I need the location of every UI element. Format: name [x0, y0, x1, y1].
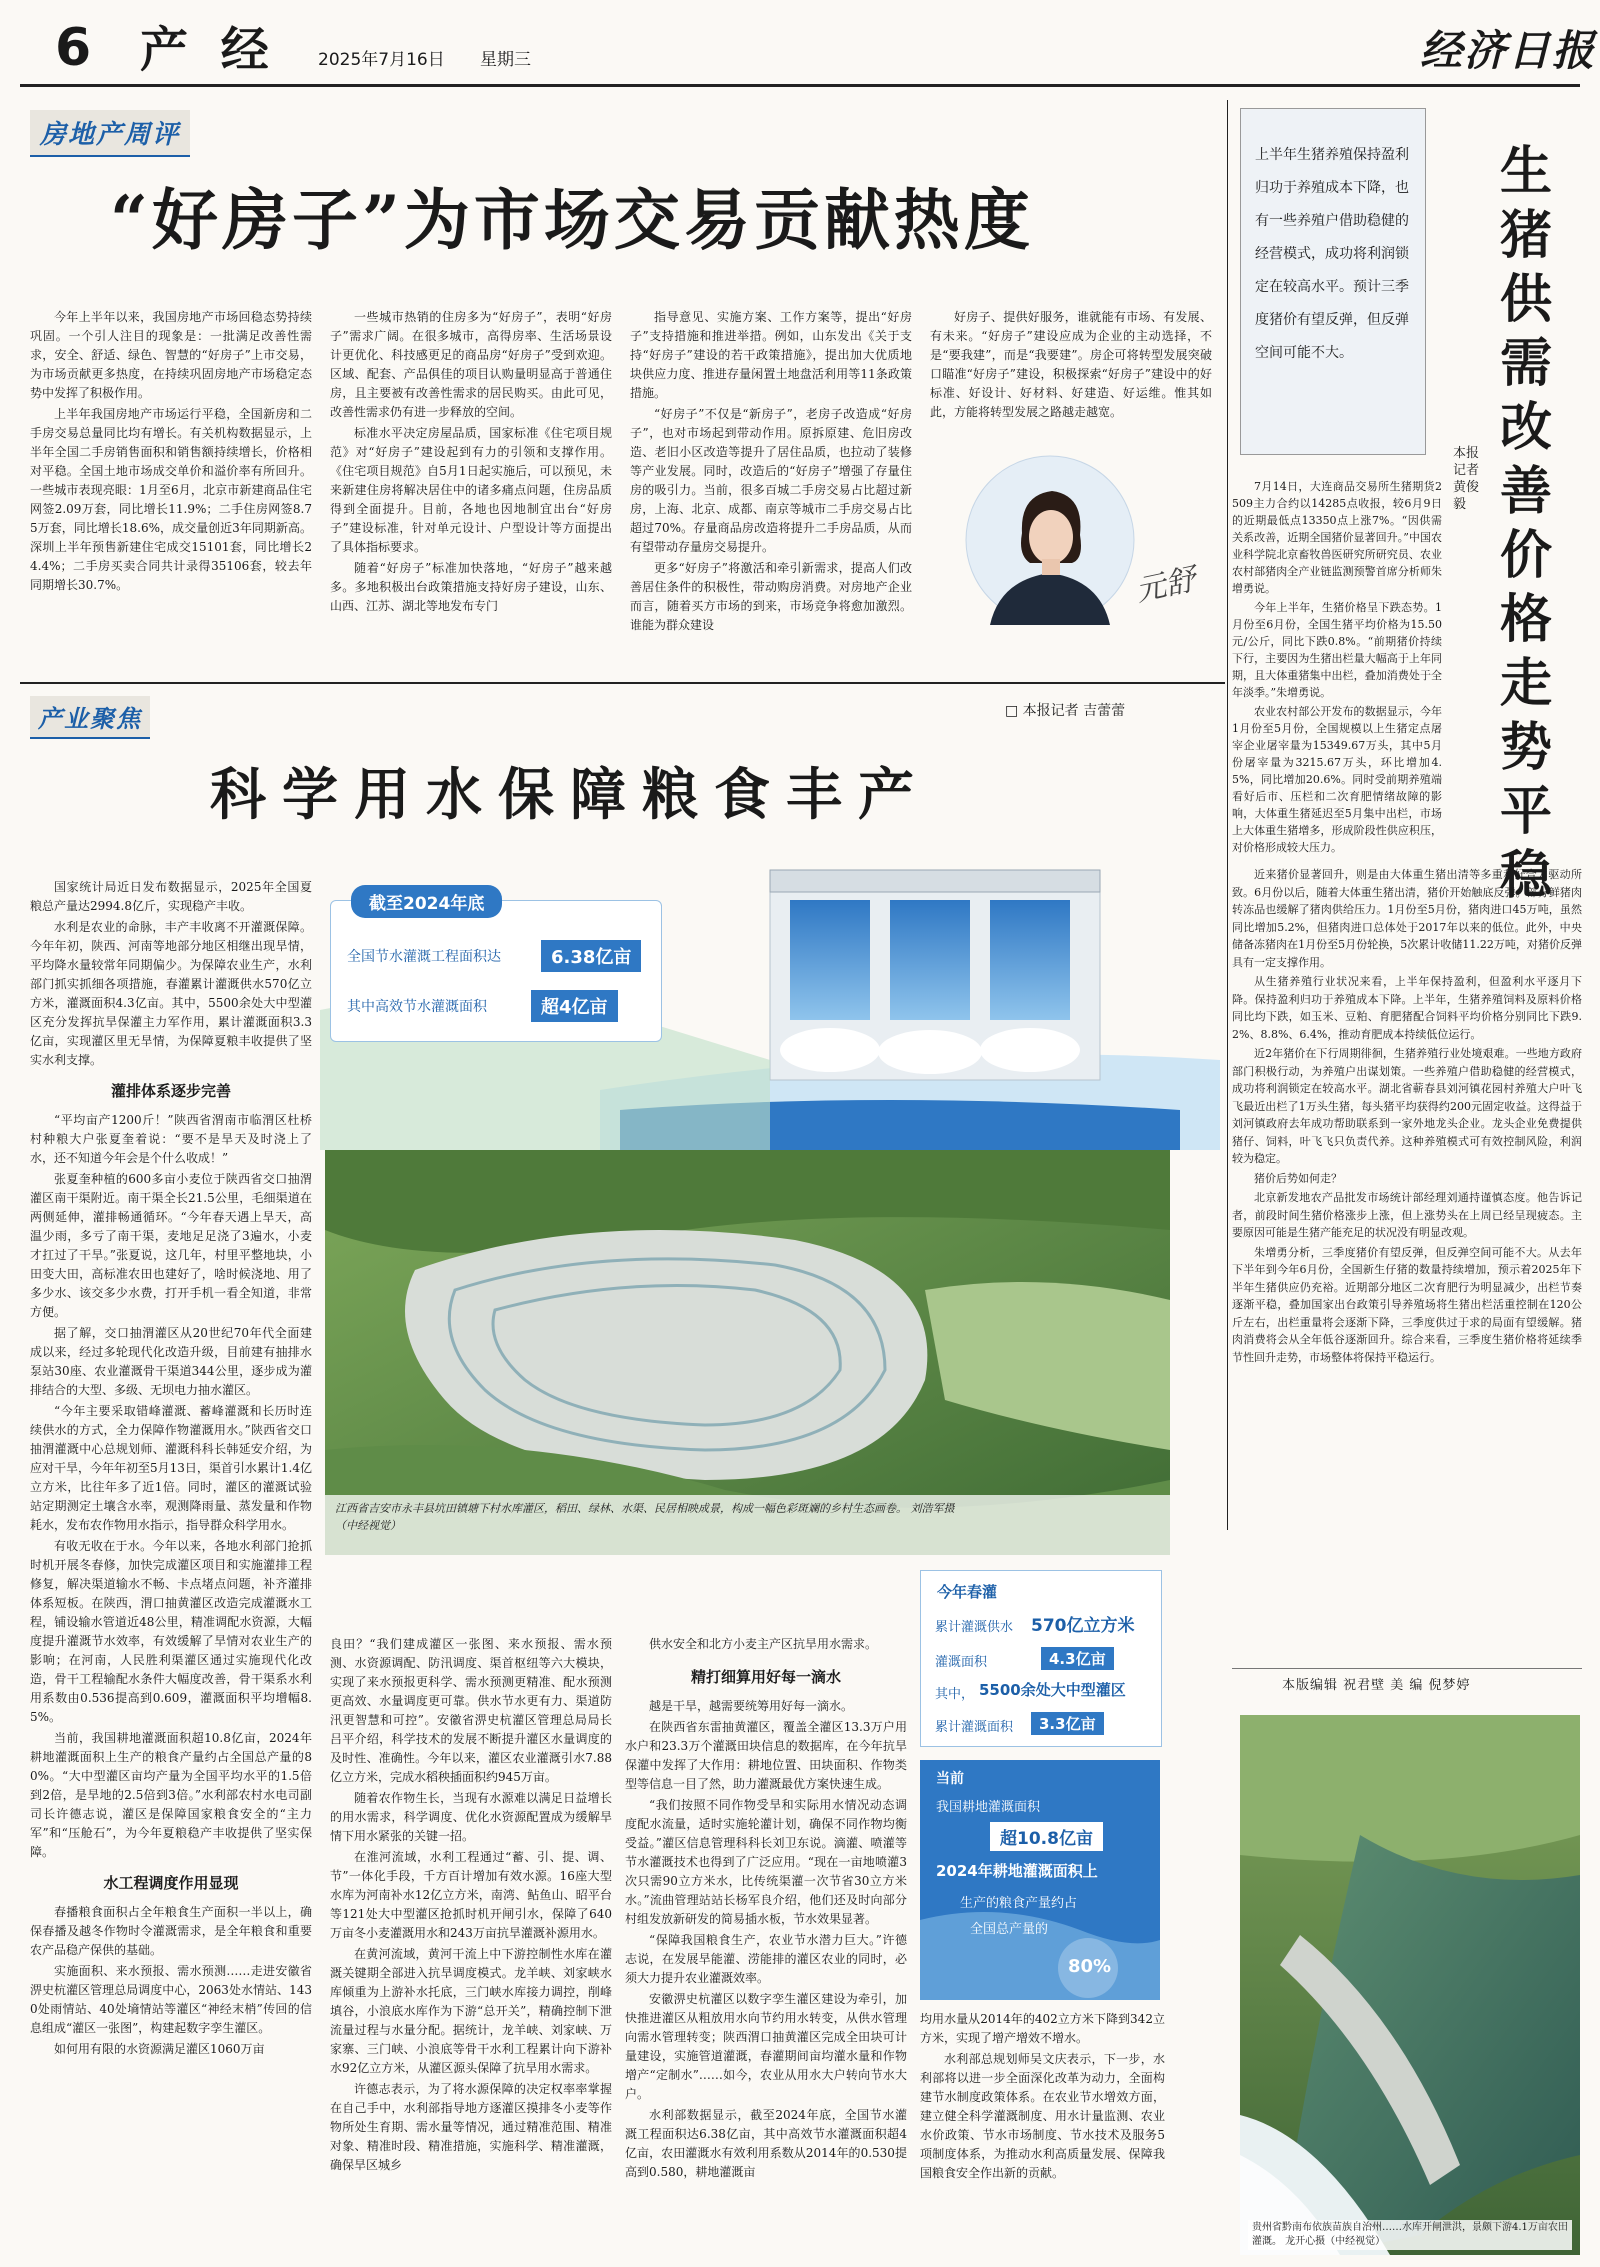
terrace-caption: 江西省吉安市永丰县坑田镇塘下村水库灌区，稻田、绿林、水渠、民居相映成景，构成一幅色彩斑斓的乡村生态画卷。 刘浩军摄（中经视觉）	[335, 1502, 955, 1532]
infographic-top	[320, 860, 1220, 1150]
paragraph: 近2年猪价在下行周期徘徊，生猪养殖行业处境艰难。一些地方政府部门积极行动，为养殖户出谋划策。一些养殖户借助稳健的经营模式，成功将利润锁定在较高水平。湖北省蕲春县刘河镇花园村养殖大户叶飞飞最近出栏了1万头生猪，每头猪平均获得约200元固定收益。这得益于刘河镇政府去年成功帮助联系到一家外地龙头企业。龙头企业免费提供猪仔、饲料，叶飞飞只负责代养。这种养殖模式可有效控制风险，利润较为稳定。	[1232, 1047, 1582, 1165]
reservoir-caption: 贵州省黔南布依族苗族自治州……水库开闸泄洪，景颇下游4.1万亩农田灌溉。 龙开心摄（中经视觉）	[1252, 2222, 1568, 2247]
paragraph: 北京新发地农产品批发市场统计部经理刘通持谨慎态度。他告诉记者，前段时间生猪价格涨步上涨，但上涨势头在上周已经呈现疲态。主要原因可能是生猪产能充足的状况没有明显改观。	[1232, 1191, 1582, 1239]
paragraph: 一些城市热销的住房多为“好房子”，表明“好房子”需求广阔。在很多城市，高得房率、生活场景设计更优化、科技感更足的商品房“好房子”受到欢迎。区域、配套、产品俱佳的项目认购量明显高于普通住房，且主要被有改善性需求的居民购买。由此可见，改善性需求仍有进一步释放的空间。	[330, 310, 612, 419]
industry-byline: □ 本报记者 吉蕾蕾	[1005, 703, 1126, 719]
stat-value: 超4亿亩	[531, 990, 618, 1022]
stat-box-2024	[330, 894, 662, 1042]
stat-label: 其中高效节水灌溉面积	[347, 999, 487, 1015]
current-line: 全国总产量的	[970, 1922, 1049, 1937]
current-percent: 80%	[1068, 1956, 1112, 1977]
current-line: 我国耕地灌溉面积	[936, 1800, 1041, 1815]
stat-value: 5500余处大中型灌区	[979, 1681, 1126, 1699]
paragraph: 在黄河流域，黄河干流上中下游控制性水库在灌溉关键期全部进入抗旱调度模式。龙羊峡、刘家峡水库倾重为上游补水托底，三门峡水库接力调控，削峰填谷，小浪底水库作为下游“总开关”，精确控制下泄流量过程与水量分配。据统计，龙羊峡、刘家峡、万家寨、三门峡、小浪底等骨干水利工程累计向下游补水92亿立方米，从灌区源头保障了抗旱用水需求。	[330, 1947, 612, 2075]
paragraph: 国家统计局近日发布数据显示，2025年全国夏粮总产量达2994.8亿斤，实现稳产丰收。	[30, 880, 312, 913]
realestate-col-4	[930, 308, 1212, 428]
paragraph: 近来猪价显著回升，则是由大体重生猪出清等多重利好合力驱动所致。6月份以后，随着大体重生猪出清，猪价开始触底反弹。部分鲜猪肉转冻品也缓解了猪肉供给压力。1月份至5月份，猪肉进口45万吨，虽然同比增加5.2%，但猪肉进口总体处于2017年以来的低位。此外，中央储备冻猪肉在1月份至5月份轮换，5次累计收储11.22万吨，对猪价反弹具有一定支撑作用。	[1232, 868, 1582, 969]
paragraph: 指导意见、实施方案、工作方案等，提出“好房子”支持措施和推进举措。例如，山东发出《关于支持“好房子”建设的若干政策措施》，提出加大优质地块供应力度、推进存量闲置土地盘活利用等11条政策措施。	[630, 310, 912, 400]
stat-label: 灌溉面积	[935, 1655, 988, 1670]
column-tag-text: 房地产周评	[40, 120, 181, 150]
stat-value: 4.3亿亩	[1041, 1647, 1114, 1670]
spring-irrigation-panel	[920, 1570, 1162, 1747]
spring-title: 今年春灌	[937, 1583, 998, 1601]
paragraph: 随着“好房子”标准加快落地，“好房子”越来越多。多地积极出台政策措施支持好房子建设，山东、山西、江苏、湖北等地发布专门	[330, 561, 612, 613]
paragraph: “保障我国粮食生产，农业节水潜力巨大。”许德志说，在发展旱能灌、涝能排的灌区农业的同时，必须大力提升农业灌溉效率。	[625, 1933, 907, 1985]
paragraph: 更多“好房子”将激活和牵引新需求，提高人们改善居住条件的积极性，带动购房消费。对房地产企业而言，随着买方市场的到来，市场竞争将愈加激烈。谁能为群众建设	[630, 561, 912, 632]
stat-label: 累计灌溉供水	[935, 1620, 1014, 1635]
stat-value: 6.38亿亩	[541, 940, 641, 972]
current-irrigation-panel	[920, 1760, 1160, 2000]
column-tag-realestate	[30, 110, 190, 157]
stat-label: 其中，	[935, 1687, 975, 1702]
masthead	[0, 0, 1600, 90]
realestate-col-3	[630, 308, 912, 670]
industry-col-2	[330, 1635, 612, 2260]
paragraph: 水利部数据显示，截至2024年底，全国节水灌溉工程面积达6.38亿亩，其中高效节水灌溉面积超4亿亩，农田灌溉水有效利用系数从2014年的0.530提高到0.580，耕地灌溉亩	[625, 2108, 907, 2179]
pork-body-top	[1232, 478, 1442, 858]
paragraph: 上半年我国房地产市场运行平稳，全国新房和二手房交易总量同比均有增长。有关机构数据显示，上半年全国二手房销售面积和销售额持续增长，价格相对平稳。全国土地市场成交单价和溢价率有所回升。一些城市表现亮眼：1月至6月，北京市新建商品住宅网签2.09万套，同比增长11.9%；二手住房网签8.75万套，同比增长18.6%，成交量创近3年同期新高。深圳上半年预售新建住宅成交15101套，同比增长24.4%；二手房买卖合同共计录得35106套，较去年同期增长30.7%。	[30, 407, 312, 592]
stat-value: 570亿立方米	[1031, 1616, 1135, 1636]
paragraph: “好房子”不仅是“新房子”，老房子改造成“好房子”，也对市场起到带动作用。原拆原建、危旧房改造、老旧小区改造等提升了居住品质，也拉动了装修等产业发展。同时，改造后的“好房子”增强了存量住房的吸引力。当前，很多百城二手房交易占比超过新房，上海、北京、成都、南京等城市二手房交易占比超过70%。存量商品房改造将提升二手房品质，从而有望带动存量房交易提升。	[630, 407, 912, 554]
paragraph: “平均亩产1200斤！”陕西省渭南市临渭区杜桥村种粮大户张夏奎着说：“要不是旱天及时浇上了水，还不知道今年会是个什么收成！”	[30, 1113, 312, 1165]
stat-label: 累计灌溉面积	[935, 1720, 1014, 1735]
paragraph: 均用水量从2014年的402立方米下降到342立方米，实现了增产增效不增水。	[920, 2012, 1165, 2045]
realestate-col-1	[30, 308, 312, 670]
paragraph: 许德志表示，为了将水源保障的决定权率率掌握在自己手中，水利部指导地方逐灌区摸排冬小麦等作物所处生育期、需水量等情况，通过精准范围、精准对象、精准时段、精准措施，实施科学、精准灌溉，确保旱区城乡	[330, 2082, 612, 2172]
paragraph: 水利部总规划师吴文庆表示，下一步，水利部将以进一步全面深化改革为动力，全面构建节水制度政策体系。在农业节水增效方面，建立健全科学灌溉制度、用水计量监测、农业水价政策、节水市场制度、节水技术及服务5项制度体系，为推动水利高质量发展、保障我国粮食安全作出新的贡献。	[920, 2052, 1165, 2180]
paragraph: 好房子、提供好服务，谁就能有市场、有发展、有未来。“好房子”建设应成为企业的主动选择，不是“要我建”，而是“我要建”。房企可将转型发展突破口瞄准“好房子”建设，积极探索“好房子”建设中的好标准、好设计、好材料、好建造、好运维。惟其如此，方能将转型发展之路越走越宽。	[930, 310, 1212, 419]
current-line: 2024年耕地灌溉面积上	[936, 1862, 1098, 1880]
realestate-headline: “好房子”为市场交易贡献热度	[110, 181, 1034, 259]
section-title: 产 经	[140, 22, 277, 78]
subheading: 水工程调度作用显现	[103, 1874, 239, 1892]
subheading: 精打细算用好每一滴水	[690, 1668, 841, 1686]
current-value: 超10.8亿亩	[990, 1822, 1103, 1851]
paragraph: 随着农作物生长，当现有水源难以满足日益增长的用水需求，科学调度、优化水资源配置成为缓解旱情下用水紧张的关键一招。	[330, 1791, 612, 1843]
paragraph: 今年上半年，生猪价格呈下跌态势。1月份至6月份，全国生猪平均价格为15.50元/公斤，同比下跌0.8%。“前期猪价持续下行，主要因为生猪出栏量大幅高于上年同期，且大体重猪集中出栏，叠加消费处于全年淡季。”朱增勇说。	[1232, 601, 1442, 699]
industry-col-1	[30, 878, 312, 2258]
issue-weekday: 星期三	[480, 50, 531, 70]
paragraph: 标准水平决定房屋品质，国家标准《住宅项目规范》对“好房子”建设起到有力的引领和支撑作用。《住宅项目规范》自5月1日起实施后，可以预见，未来新建住房将解决居住中的诸多痛点问题，住房品质得到全面提升。目前，各地也因地制宜出台“好房子”建设标准，针对单元设计、户型设计等方面提出了具体指标要求。	[330, 426, 612, 554]
paragraph: 水利是农业的命脉，丰产丰收离不开灌溉保障。今年年初，陕西、河南等地部分地区相继出现旱情，平均降水量较常年同期偏少。为保障农业生产，水利部门抓实抓细各项措施，春灌累计灌溉供水570亿立方米，灌溉面积4.3亿亩。其中，5500余处大中型灌区充分发挥抗旱保灌主力军作用，累计灌溉面积3.3亿亩，实现灌区里无旱情，为保障夏粮丰收提供了坚实水利支撑。	[30, 920, 312, 1067]
right-column-divider	[1227, 100, 1228, 1530]
paragraph: 张夏奎种植的600多亩小麦位于陕西省交口抽渭灌区南干渠附近。南干渠全长21.5公里，毛细渠道在两侧延伸，灌排畅通循环。“今年春天遇上旱天，高温少雨，多亏了南干渠，麦地足足浇了3遍水，小麦才扛过了干旱。”张夏说，这几年，村里平整地块，小田变大田，高标准农田也建好了，啥时候浇地、用了多少水、该交多少水费，打开手机一看全知道，非常方便。	[30, 1172, 312, 1319]
pork-body-bottom	[1232, 866, 1582, 1661]
paragraph: 今年上半年以来，我国房地产市场回稳态势持续巩固。一个引人注目的现象是：一批满足改善性需求，安全、舒适、绿色、智慧的“好房子”上市交易，为市场贡献更多热度，在持续巩固房地产市场稳定态势中发挥了积极作用。	[30, 310, 312, 400]
stat-box-title: 截至2024年底	[351, 885, 502, 918]
author-signature: 元舒	[1132, 562, 1199, 609]
paragraph: 当前，我国耕地灌溉面积超10.8亿亩，2024年耕地灌溉面积上生产的粮食产量约占全国总产量的80%。“大中型灌区亩均产量为全国平均水平的1.5倍到2倍，是旱地的2.5倍到3倍。”水利部农村水电司副司长许德志说，灌区是保障国家粮食安全的“主力军”和“压舱石”，为今年夏粮稳产丰收提供了坚实保障。	[30, 1731, 312, 1859]
pork-headline-text: 生猪供需改善价格走势平稳	[1500, 142, 1553, 906]
paragraph: 7月14日，大连商品交易所生猪期货2509主力合约以14285点收报，较6月9日的近期最低点13350点上涨7%。“因供需关系改善，近期全国猪价显著回升。”中国农业科学院北京畜牧兽医研究所研究员、农业农村部猪肉全产业链监测预警首席分析师朱增勇说。	[1232, 480, 1442, 595]
paragraph: 从生猪养殖行业状况来看，上半年保持盈利，但盈利水平逐月下降。保持盈利归功于养殖成本下降。上半年，生猪养殖饲料及原料价格同比均下跌，如玉米、豆粕、育肥猪配合饲料平均价格分别同比下跌9.2%、8.8%、6.4%，推动育肥成本持续低位运行。	[1232, 975, 1582, 1041]
paragraph: 在陕西省东雷抽黄灌区，覆盖全灌区13.3万户用水户和23.3万个灌溉田块信息的数据库，在今年抗旱保灌中发挥了大作用：耕地位置、田块面积、作物类型等信息一目了然，助力灌溉最优方案快速生成。	[625, 1720, 907, 1791]
pork-headline	[1500, 140, 1570, 908]
author-portrait	[960, 455, 1160, 625]
paragraph: “我们按照不同作物受旱和实际用水情况动态调度配水流量，适时实施轮灌计划，确保不同作物均衡受益。”灌区信息管理科科长刘卫东说。滴灌、喷灌等节水灌溉技术也得到了广泛应用。“现在一亩地喷灌3次只需90立方米水，比传统渠灌一次节省30立方米水。”流曲管理站站长杨军良介绍，他们还及时向部分村组发放新研发的简易插水板，节水效果显著。	[625, 1798, 907, 1926]
reservoir-photo	[1240, 1715, 1580, 2255]
paragraph: “今年主要采取错峰灌溉、蓄峰灌溉和长历时连续供水的方式，全力保障作物灌溉用水。”陕西省交口抽渭灌溉中心总规划师、灌溉科科长韩延安介绍，为应对干旱，今年年初至5月13日，渠首引水累计1.4亿立方米，比往年多了近1倍。同时，灌区的灌溉试验站定期测定土壤含水率，观测降雨量、蒸发量和作物耗水，发布农作物用水指示，指导群众科学用水。	[30, 1404, 312, 1532]
pork-summary-box	[1240, 108, 1426, 455]
masthead-rule	[20, 84, 1580, 87]
column-tag-text: 产业聚焦	[38, 704, 142, 733]
pork-end-rule	[1232, 1668, 1582, 1669]
paper-logo: 经济日报	[1420, 26, 1597, 75]
realestate-col-2	[330, 308, 612, 670]
section-divider	[20, 682, 1225, 684]
column-tag-industry	[30, 696, 150, 739]
page-number: 6	[55, 18, 92, 78]
terrace-photo	[325, 1150, 1170, 1555]
industry-col-4	[920, 2010, 1165, 2260]
issue-date: 2025年7月16日	[318, 50, 445, 70]
pork-summary: 上半年生猪养殖保持盈利归功于养殖成本下降，也有一些养殖户借助稳健的经营模式，成功将利润锁定在较高水平。预计三季度猪价有望反弹，但反弹空间可能不大。	[1255, 147, 1409, 361]
paragraph: 良田？“我们建成灌区一张图、来水预报、需水预测、水资源调配、防汛调度、渠首枢纽等六大模块，实现了来水预报更科学、需水预测更精准、配水预测更高效、水量调度更可靠。供水节水更有力、渠道防汛更智慧和可控”。安徽省淠史杭灌区管理总局局长吕平介绍，科学技术的发展不断提升灌区水量调度的及时性、准确性。今年以来，灌区农业灌溉引水7.88亿立方米，完成水稻秧插面积约945万亩。	[330, 1637, 612, 1784]
paragraph: 有收无收在于水。今年以来，各地水利部门抢抓时机开展冬春修，加快完成灌区项目和实施灌排工程修复，解决渠道输水不畅、卡点堵点问题，补齐灌排体系短板。在陕西，渭口抽黄灌区改造完成灌溉水工程，铺设输水管道近48公里，精准调配水资源，大幅度提升灌溉节水效率，有效缓解了旱情对农业生产的影响；在河南，人民胜利渠灌区通过实施现代化改造，骨干工程输配水条件大幅度改善，骨干渠系水利用系数由0.536提高到0.609，灌溉面积平均增幅8.5%。	[30, 1539, 312, 1724]
industry-col-3	[625, 1635, 907, 2260]
stat-label: 全国节水灌溉工程面积达	[347, 949, 501, 965]
stat-value: 3.3亿亩	[1031, 1712, 1104, 1735]
subheading: 灌排体系逐步完善	[110, 1082, 231, 1100]
paragraph: 如何用有限的水资源满足灌区1060万亩	[54, 2042, 265, 2056]
paragraph: 实施面积、来水预报、需水预测……走进安徽省淠史杭灌区管理总局调度中心，2063处水情站、1430处雨情站、40处墒情站等灌区“神经末梢”传回的信息组成“灌区一张图”，构建起数字孪生灌区。	[30, 1964, 312, 2035]
paragraph: 在淮河流域，水利工程通过“蓄、引、提、调、节”一体化手段，千方百计增加有效水源。16座大型水库为河南补水12亿立方米，南湾、鲇鱼山、昭平台等121处大中型灌区抢抓时机开闸引水，保障了640万亩冬小麦灌溉用水和243万亩抗旱灌溉补源用水。	[330, 1850, 612, 1940]
industry-headline: 科学用水保障粮食丰产	[210, 762, 930, 828]
current-line: 生产的粮食产量约占	[960, 1896, 1078, 1911]
paragraph: 越是干旱，越需要统筹用好每一滴水。	[649, 1699, 854, 1713]
paragraph: 春播粮食面积占全年粮食生产面积一半以上，确保春播及越冬作物时令灌溉需求，是全年粮食和重要农产品稳产保供的基础。	[30, 1905, 312, 1957]
editors-credit: 本版编辑 祝君壁 美 编 倪梦婷	[1282, 1678, 1471, 1693]
paragraph: 安徽淠史杭灌区以数字孪生灌区建设为牵引，加快推进灌区从粗放用水向节约用水转变，从供水管理向需水管理转变；陕西渭口抽黄灌区完成全田块可计量建设，实施管道灌溉，春灌期间亩均灌水量和作物增产“定制水”……如今，农业从用水大户转向节水大户。	[625, 1992, 907, 2101]
paragraph: 农业农村部公开发布的数据显示，今年1月份至5月份，全国规模以上生猪定点屠宰企业屠宰量为15349.67万头，其中5月份屠宰量为3215.67万头，环比增加4.5%，同比增加20.6%。同时受前期养殖端看好后市、压栏和二次育肥情绪故障的影响，大体重生猪延迟至5月集中出栏，市场上大体重生猪增多，形成阶段性供应积压，对价格形成较大压力。	[1232, 705, 1442, 854]
pork-byline: 本报记者 黄俊毅	[1453, 446, 1480, 512]
paragraph: 据了解，交口抽渭灌区从20世纪70年代全面建成以来，经过多轮现代化改造升级，目前建有抽排水泵站30座、农业灌溉骨干渠道344公里，逐步成为灌排结合的大型、多级、无坝电力抽水灌区。	[30, 1326, 312, 1397]
paragraph: 朱增勇分析，三季度猪价有望反弹，但反弹空间可能不大。从去年下半年到今年6月份，全国新生仔猪的数量持续增加，预示着2025年下半年生猪供应仍充裕。近期部分地区二次育肥行为明显减少，出栏节奏逐渐平稳，叠加国家出台政策引导养殖场将生猪出栏活重控制在120公斤左右，出栏重量将会逐渐下降，三季度供过于求的局面有望缓解。猪肉消费将会从全年低谷逐渐回升。综合来看，三季度生猪价格将延续季节性回升走势，市场整体将保持平稳运行。	[1232, 1245, 1582, 1364]
paragraph: 供水安全和北方小麦主产区抗旱用水需求。	[649, 1637, 878, 1651]
current-title: 当前	[936, 1771, 964, 1787]
paragraph: 猪价后势如何走？	[1254, 1171, 1342, 1185]
